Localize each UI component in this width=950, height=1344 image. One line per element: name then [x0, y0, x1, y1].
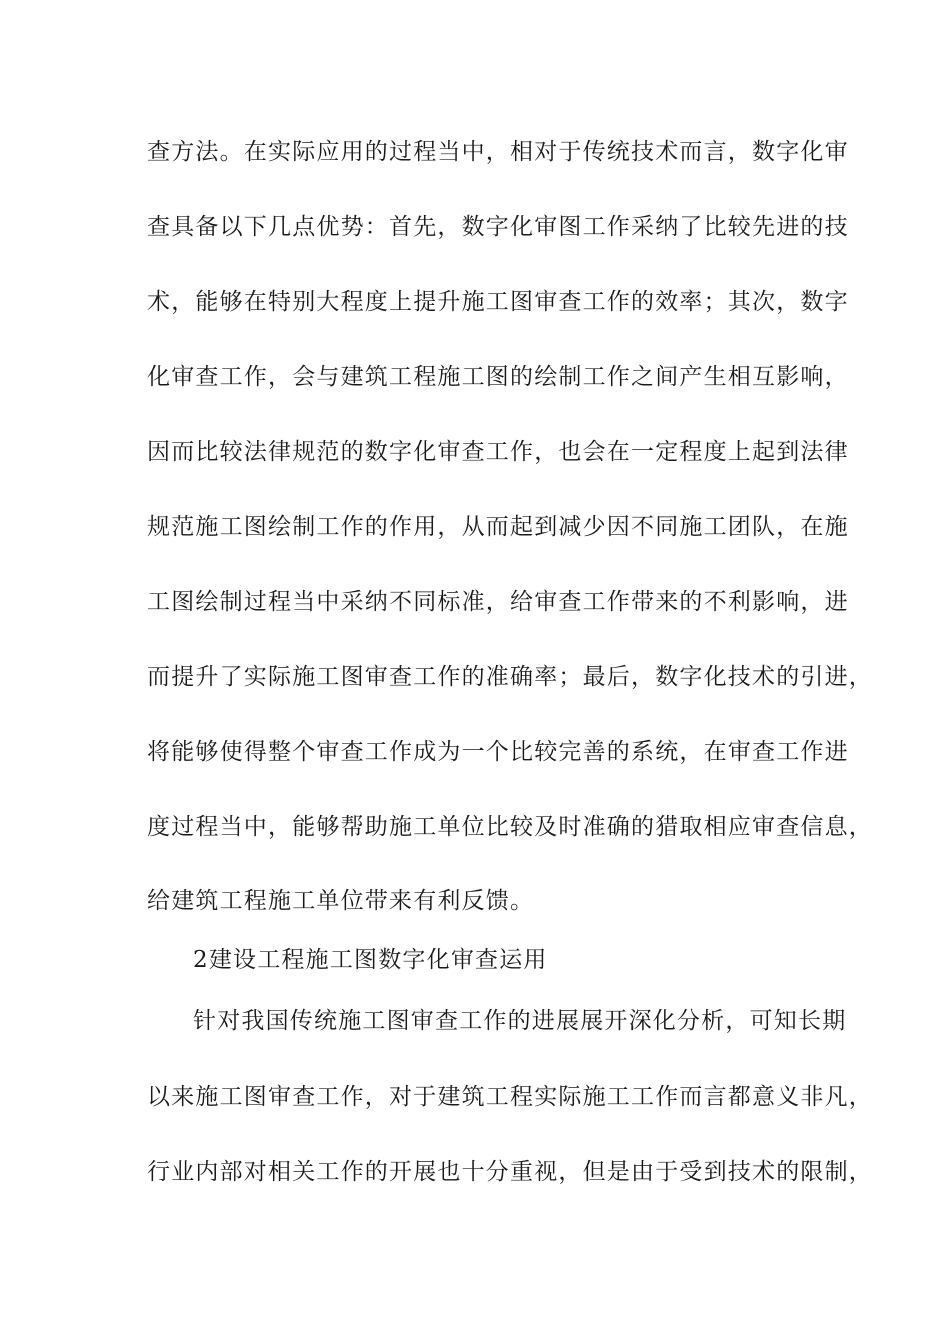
paragraph-line: 给建筑工程施工单位带来有利反馈。 [147, 888, 535, 914]
paragraph-line: 规范施工图绘制工作的作用，从而起到减少因不同施工团队，在施 [147, 514, 849, 540]
paragraph-line: 将能够使得整个审查工作成为一个比较完善的系统，在审查工作进 [147, 739, 849, 765]
paragraph-line: 针对我国传统施工图审查工作的进展展开深化分析，可知长期 [193, 1008, 847, 1034]
paragraph-line: 度过程当中，能够帮助施工单位比较及时准确的猎取相应审查信息， [147, 814, 873, 840]
paragraph-line: 以来施工图审查工作，对于建筑工程实际施工工作而言都意义非凡， [147, 1084, 873, 1110]
paragraph-line: 术，能够在特别大程度上提升施工图审查工作的效率；其次，数字 [147, 289, 849, 315]
paragraph-line: 查方法。在实际应用的过程当中，相对于传统技术而言，数字化审 [147, 139, 849, 165]
section-heading: 2建设工程施工图数字化审查运用 [193, 947, 548, 973]
paragraph-line: 而提升了实际施工图审查工作的准确率；最后，数字化技术的引进， [147, 664, 873, 690]
paragraph-line: 查具备以下几点优势：首先，数字化审图工作采纳了比较先进的技 [147, 214, 849, 240]
paragraph-line: 工图绘制过程当中采纳不同标准，给审查工作带来的不利影响，进 [147, 589, 849, 615]
paragraph-line: 行业内部对相关工作的开展也十分重视，但是由于受到技术的限制， [147, 1159, 873, 1185]
paragraph-line: 因而比较法律规范的数字化审查工作，也会在一定程度上起到法律 [147, 439, 849, 465]
paragraph-line: 化审查工作，会与建筑工程施工图的绘制工作之间产生相互影响， [147, 364, 849, 390]
